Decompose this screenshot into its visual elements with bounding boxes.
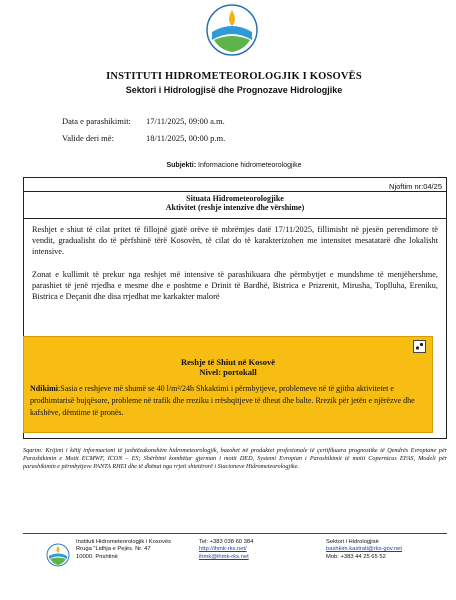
footer-dept-name: Sektori i Hidrologjisë xyxy=(326,539,379,545)
warning-impact-lead: Ndikimi xyxy=(30,384,59,393)
footer-divider xyxy=(23,533,447,534)
source-note: Sqarim: Krijimi i këtij informacioni të jashtëzakonshëm hidrometeorologjik, bazohet në produktet profesionale të çertifikuara prognostike të Qendrës Evropiane për Parashikimin e Motit ECMWF, ICON – ES; Shërbimi kombëtar gjerman i motit DED, Systemi Evropian i Parashikimit të motit Copernicus EFAS, Modeli për parashikimin e përmbytjeve PANTA RHEI dhe të dhënat nga rrjeti shtetërorë i Stacioneve Hidrometeorologjike. xyxy=(23,447,447,471)
footer-logo xyxy=(46,543,70,567)
warning-impact xyxy=(30,383,426,419)
footer-address-line-2: Rruga "Lidhja e Pejës. Nr. 47 xyxy=(76,546,151,553)
valid-row xyxy=(62,133,226,143)
footer-address-line-1: Instituti Hidrometeorologjik i Kosovës xyxy=(76,539,172,545)
footer-dept-email-link[interactable]: bashkim.kastrati@rks-gov.net xyxy=(326,546,403,553)
warning-title: Reshje të Shiut në Kosovë xyxy=(181,357,275,367)
footer-email-link[interactable]: ihmk@ihmk-rks.net xyxy=(199,553,249,560)
footer-mobile: Mob: +383 44 25 65 52 xyxy=(326,553,386,560)
footer-contact xyxy=(199,539,253,561)
document-page xyxy=(6,0,450,600)
issued-value: 17/11/2025, 09:00 a.m. xyxy=(146,116,225,126)
warning-impact-text: :Sasia e reshjeve më shumë se 40 l/m²/24h Shkaktimi i përmbytjeve, problemeve në të gjitha aktivitetet e prodhimtarisë bujqësore, probleme në trafik dhe rreziku i rrëshqitjeve të dheut dhe balte. Rrezik për jetën e njërëzve dhe kafshëve, dëmtime të pronës. xyxy=(30,384,415,417)
sector-subtitle: Sektori i Hidrologjisë dhe Prognozave Hidrologjike xyxy=(125,85,343,95)
subject-label: Subjekti: xyxy=(166,162,197,169)
institute-logo xyxy=(204,2,260,58)
notice-title-band xyxy=(24,191,446,219)
footer-department xyxy=(326,539,402,561)
warning-level: Nivel: portokall xyxy=(199,367,257,377)
rain-warning-icon xyxy=(413,340,426,353)
notice-title: Situata Hidrometeorologjike xyxy=(186,194,284,203)
notice-paragraph-2: Zonat e kullimit të prekur nga reshjet më intensive të parashikuara dhe përmbytjet e mundshme të menjëhershme, parashiet të jenë rrjedha e mesme dhe e poshtme e Drinit të Bardhë, Bistrica e Prizrenit, Mirusha, Toplluha, Ereniku, Bistrica e Deçanit dhe disa rrjedhat me karkakter malorë xyxy=(32,270,438,301)
institute-title: INSTITUTI HIDROMETEOROLOGJIK I KOSOVËS xyxy=(106,71,362,82)
notice-paragraph-1: Reshjet e shiut të cilat pritet të fillojnë gjatë orëve të mbrëmjes datë 17/11/2025, fillimisht në pjesën perendimore të vendit, gradualisht do të përfshinë tërë Kosovën, të cilat do të karakterizohen me intensitet mesatatarë dhe lokalisht intensive. xyxy=(32,225,438,256)
notice-subtitle: Aktivitet (reshje intenzive dhe vërshime) xyxy=(165,203,305,212)
notice-number: Njoftim nr:04/25 xyxy=(389,182,442,191)
subject-value: Informacione hidrometeorologjike xyxy=(198,162,302,169)
subject-line xyxy=(6,162,456,169)
warning-panel xyxy=(23,336,433,433)
issued-row xyxy=(62,116,225,126)
valid-value: 18/11/2025, 00:00 p.m. xyxy=(146,133,226,143)
footer-address-line-3: 10000. Prishtinë xyxy=(76,553,118,560)
issued-label: Data e parashikimit: xyxy=(62,116,131,126)
valid-label: Valide deri më: xyxy=(62,133,114,143)
footer-tel: Tel: +383 038 60 384 xyxy=(199,539,254,545)
footer-website-link[interactable]: http://ihmk-rks.net/ xyxy=(199,546,247,553)
footer-address xyxy=(76,539,171,561)
